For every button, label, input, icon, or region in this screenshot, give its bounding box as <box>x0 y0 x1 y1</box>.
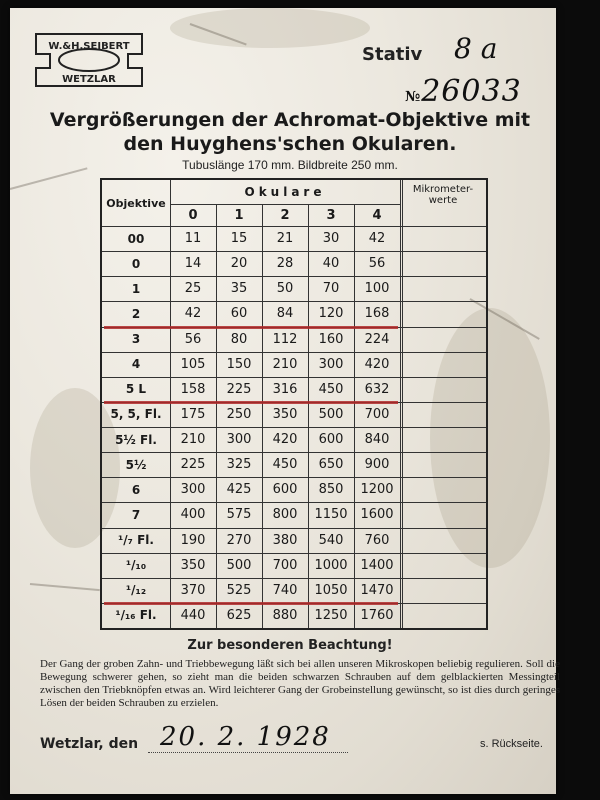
objektiv-label: ¹/₁₀ <box>125 558 147 573</box>
objektiv-label: 7 <box>131 507 141 522</box>
table-rule <box>102 301 486 302</box>
magnification-value: 800 <box>272 507 298 523</box>
logo-line1: W.&H.SEIBERT <box>48 41 130 52</box>
magnification-value: 84 <box>276 306 294 322</box>
magnification-value: 35 <box>230 281 248 297</box>
objektiv-label: 5½ Fl. <box>115 432 157 447</box>
objektiv-label: 4 <box>131 357 141 372</box>
magnification-value: 20 <box>230 256 248 272</box>
header-okular: 4 <box>372 207 382 223</box>
table-rule <box>170 204 400 205</box>
serial-value: 26033 <box>421 74 522 109</box>
table-rule <box>102 452 486 453</box>
see-reverse: s. Rückseite. <box>480 738 543 750</box>
stativ-label: Stativ <box>362 44 423 65</box>
table-rule <box>102 502 486 503</box>
header-okular: 0 <box>188 207 198 223</box>
magnification-value: 56 <box>368 256 386 272</box>
magnification-value: 350 <box>272 406 298 422</box>
magnification-value: 120 <box>318 306 344 322</box>
magnification-value: 190 <box>180 532 206 548</box>
magnification-value: 175 <box>180 406 206 422</box>
magnification-value: 60 <box>230 306 248 322</box>
magnification-value: 70 <box>322 281 340 297</box>
magnification-value: 28 <box>276 256 294 272</box>
magnification-value: 1050 <box>314 582 348 598</box>
red-rule <box>104 326 398 329</box>
magnification-value: 1760 <box>360 607 394 623</box>
seibert-logo <box>32 28 146 92</box>
title-line1: Vergrößerungen der Achromat-Objektive mit <box>49 109 531 131</box>
magnification-value: 760 <box>364 532 390 548</box>
magnification-value: 270 <box>226 532 252 548</box>
serial-prefix: № <box>405 89 422 105</box>
objektiv-label: 6 <box>131 482 141 497</box>
magnification-value: 112 <box>272 331 298 347</box>
catalog-card <box>10 8 560 794</box>
magnification-value: 400 <box>180 507 206 523</box>
table-rule <box>102 276 486 277</box>
table-rule <box>102 427 486 428</box>
card-subtitle: Tubuslänge 170 mm. Bildbreite 250 mm. <box>182 158 398 172</box>
magnification-value: 40 <box>322 256 340 272</box>
table-rule <box>102 477 486 478</box>
magnification-value: 625 <box>226 607 252 623</box>
header-mikrometer: Mikrometer-werte <box>412 184 474 206</box>
table-rule <box>102 251 486 252</box>
magnification-value: 30 <box>322 231 340 247</box>
magnification-value: 42 <box>184 306 202 322</box>
magnification-value: 150 <box>226 356 252 372</box>
magnification-value: 525 <box>226 582 252 598</box>
magnification-value: 600 <box>318 432 344 448</box>
magnification-value: 21 <box>276 231 294 247</box>
magnification-value: 740 <box>272 582 298 598</box>
header-okular: 1 <box>234 207 244 223</box>
magnification-value: 1200 <box>360 482 394 498</box>
magnification-value: 1150 <box>314 507 348 523</box>
objektiv-label: 5½ <box>125 457 147 472</box>
title-line2: den Huyghens'schen Okularen. <box>123 133 457 155</box>
header-okular: 3 <box>326 207 336 223</box>
magnification-value: 1250 <box>314 607 348 623</box>
magnification-value: 700 <box>272 557 298 573</box>
magnification-value: 210 <box>272 356 298 372</box>
note-text: Der Gang der groben Zahn- und Triebbewegung läßt sich bei allen unseren Mikroskopen beliebig regulieren. Soll die Bewegung schwerer gehen, so zieht man die beiden schwarzen Schrauben auf dem gelblackierten Messingteil zwischen den Triebknöpfen etwas an. Wird leichterer Gang der Grobeinstellung gewünscht, so ist dies durch geringes Lösen der beiden Schrauben zu erzielen. <box>40 658 560 709</box>
objektiv-label: 1 <box>131 281 141 296</box>
header-okulare: Okulare <box>244 185 326 199</box>
magnification-value: 880 <box>272 607 298 623</box>
stativ-value: 8 a <box>454 32 498 65</box>
date-underline <box>148 752 348 753</box>
magnification-value: 1600 <box>360 507 394 523</box>
magnification-value: 420 <box>272 432 298 448</box>
magnification-value: 1400 <box>360 557 394 573</box>
magnification-value: 440 <box>180 607 206 623</box>
magnification-value: 600 <box>272 482 298 498</box>
magnification-value: 225 <box>226 381 252 397</box>
objektiv-label: ¹/₁₂ <box>125 583 147 598</box>
table-rule <box>262 204 263 628</box>
magnification-value: 575 <box>226 507 252 523</box>
header-objektive: Objektive <box>106 196 166 210</box>
magnification-value: 840 <box>364 432 390 448</box>
magnification-value: 900 <box>364 457 390 473</box>
magnification-value: 316 <box>272 381 298 397</box>
magnification-table <box>100 178 488 630</box>
magnification-value: 700 <box>364 406 390 422</box>
magnification-value: 350 <box>180 557 206 573</box>
magnification-value: 250 <box>226 406 252 422</box>
magnification-value: 650 <box>318 457 344 473</box>
magnification-value: 105 <box>180 356 206 372</box>
magnification-value: 425 <box>226 482 252 498</box>
magnification-value: 14 <box>184 256 202 272</box>
magnification-value: 100 <box>364 281 390 297</box>
magnification-value: 540 <box>318 532 344 548</box>
date-value: 20. 2. 1928 <box>160 722 331 752</box>
table-rule <box>102 352 486 353</box>
magnification-value: 168 <box>364 306 390 322</box>
table-rule <box>354 204 355 628</box>
objektiv-label: 0 <box>131 256 141 271</box>
objektiv-label: 5, 5, Fl. <box>110 407 162 422</box>
table-rule <box>216 204 217 628</box>
magnification-value: 300 <box>318 356 344 372</box>
table-rule <box>102 377 486 378</box>
objektiv-label: 5 L <box>125 382 147 397</box>
magnification-value: 450 <box>272 457 298 473</box>
serial-number <box>405 74 522 109</box>
objektiv-label: ¹/₇ Fl. <box>118 533 154 548</box>
magnification-value: 325 <box>226 457 252 473</box>
table-rule <box>170 180 171 628</box>
objektiv-label: 2 <box>131 306 141 321</box>
magnification-value: 56 <box>184 331 202 347</box>
note-title: Zur besonderen Beachtung! <box>187 638 393 653</box>
magnification-value: 500 <box>318 406 344 422</box>
table-rule <box>308 204 309 628</box>
magnification-value: 11 <box>184 231 202 247</box>
place-label: Wetzlar, den <box>40 736 139 752</box>
magnification-value: 158 <box>180 381 206 397</box>
magnification-value: 850 <box>318 482 344 498</box>
magnification-value: 224 <box>364 331 390 347</box>
magnification-value: 420 <box>364 356 390 372</box>
table-rule <box>102 553 486 554</box>
magnification-value: 25 <box>184 281 202 297</box>
magnification-value: 450 <box>318 381 344 397</box>
objektiv-label: ¹/₁₆ Fl. <box>115 608 157 623</box>
red-rule <box>104 602 398 605</box>
magnification-value: 380 <box>272 532 298 548</box>
magnification-value: 370 <box>180 582 206 598</box>
magnification-value: 160 <box>318 331 344 347</box>
magnification-value: 80 <box>230 331 248 347</box>
magnification-value: 210 <box>180 432 206 448</box>
magnification-value: 300 <box>226 432 252 448</box>
card-title <box>30 108 550 156</box>
objektiv-label: 00 <box>127 231 145 246</box>
magnification-value: 1470 <box>360 582 394 598</box>
objektiv-label: 3 <box>131 332 141 347</box>
magnification-value: 50 <box>276 281 294 297</box>
magnification-value: 500 <box>226 557 252 573</box>
table-rule <box>102 226 486 227</box>
table-rule <box>102 528 486 529</box>
table-rule <box>102 578 486 579</box>
red-rule <box>104 401 398 404</box>
header-okular: 2 <box>280 207 290 223</box>
magnification-value: 632 <box>364 381 390 397</box>
magnification-value: 42 <box>368 231 386 247</box>
magnification-value: 300 <box>180 482 206 498</box>
magnification-value: 15 <box>230 231 248 247</box>
magnification-value: 225 <box>180 457 206 473</box>
table-rule <box>400 180 401 628</box>
logo-line2: WETZLAR <box>62 74 116 85</box>
table-rule <box>402 180 403 628</box>
paper-crack <box>30 583 100 591</box>
magnification-value: 1000 <box>314 557 348 573</box>
